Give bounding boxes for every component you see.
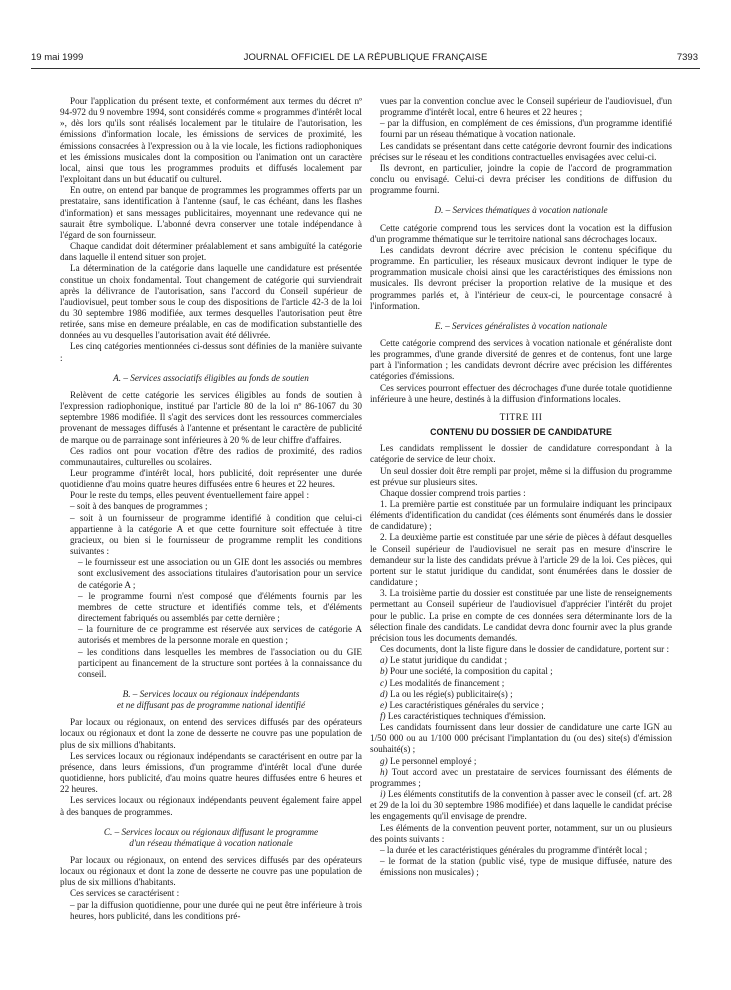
sub-list-item: – les conditions dans lesquelles les membres de l'association ou du GIE participent au financement de la structure sont portées à la connaissance du conseil. (78, 646, 362, 679)
lettered-item (370, 678, 672, 689)
item-letter: b) (380, 666, 388, 677)
issue-date: 19 mai 1999 (31, 52, 84, 63)
paragraph: 2. La deuxième partie est constituée par une série de pièces à défaut desquelles le Conseil supérieur de l'audiovisuel ne serait pas en mesure d'inscrire le demandeur sur la liste des candidats prévue à l'article 29 de la loi. Ces pièces, qui portent sur le statut juridique du candidat, sont énumérées dans le dossier de candidature ; (370, 532, 672, 588)
item-letter: c) (380, 677, 388, 688)
item-letter: i) (380, 789, 386, 800)
item-text: Le personnel employé ; (389, 755, 477, 766)
lettered-item (370, 700, 672, 711)
paragraph: Les candidats fournissent dans leur dossier de candidature une carte IGN au 1/50 000 ou au 1/100 000 précisant l'implantation du (ou des) site(s) d'émission souhaité(s) ; (370, 722, 672, 755)
item-text: Les caractéristiques techniques d'émission. (387, 710, 546, 721)
paragraph: Les candidats remplissent le dossier de candidature correspondant à la catégorie de service de leur choix. (370, 443, 672, 465)
paragraph: En outre, on entend par banque de programmes les programmes offerts par un prestataire, sans identification à l'antenne (sauf, le cas échéant, dans les flashes d'information) et sans messages publicitaires, moyennant une redevance qui ne saurait être symbolique. L'abonné devra conserver une totale indépendance à l'égard de son fournisseur. (60, 185, 362, 240)
lettered-item (370, 767, 672, 789)
lettered-item (370, 756, 672, 767)
lettered-item (370, 655, 672, 666)
paragraph: Par locaux ou régionaux, on entend des services diffusés par des opérateurs locaux ou régionaux et dont la zone de desserte ne couvre pas une population de plus de six millions d'habitants. (60, 717, 362, 750)
list-item: – la durée et les caractéristiques générales du programme d'intérêt local ; (380, 844, 648, 855)
paragraph: Pour l'application du présent texte, et conformément aux termes du décret nº 94-972 du 9 novembre 1994, sont considérés comme « programmes d'intérêt local », dès lors qu'ils sont réalisés localement par le titulaire de l'autorisation, les émissions d'information locale, les émissions de services de proximité, les émissions consacrées à l'expression ou à la vie locale, les fictions radiophoniques et les émissions musicales dont la composition ou l'animation ont un caractère local, ainsi que tous les programmes produits et diffusés localement par l'exploitant dans un but éducatif ou culturel. (60, 96, 362, 185)
item-text: Le statut juridique du candidat ; (389, 655, 508, 666)
paragraph: Chaque dossier comprend trois parties : (380, 487, 526, 498)
paragraph: Les éléments de la convention peuvent porter, notamment, sur un ou plusieurs des points suivants : (370, 822, 672, 844)
paragraph: Les candidats se présentant dans cette catégorie devront fournir des indications précises sur le réseau et les conditions contractuelles envisagées avec celui-ci. (370, 140, 672, 162)
sub-list-item: – le programme fourni n'est composé que d'éléments fournis par les membres de cette structure et identifiés comme tels, et d'éléments directement fabriqués ou assemblés par cette dernière ; (78, 590, 362, 624)
page-header (0, 52, 731, 66)
paragraph: La détermination de la catégorie dans laquelle une candidature est présentée constitue un choix fondamental. Tout changement de catégorie qui surviendrait après la délivrance de l'autorisation, sans l'accord du Conseil supérieur de l'audiovisuel, peut tomber sous le coup des dispositions de l'article 42-3 de la loi du 30 septembre 1986 modifiée, aux termes desquelles l'autorisation peut être retirée, sans mise en demeure préalable, en cas de modification substantielle des données au vu desquelles l'autorisation avait été délivrée. (60, 263, 362, 341)
paragraph: Les services locaux ou régionaux indépendants se caractérisent en outre par la présence, dans leurs émissions, d'un programme d'intérêt local d'une durée quotidienne, hors publicité, d'au moins quatre heures diffusées entre 6 heures et 22 heures. (60, 750, 362, 795)
section-heading-line: B. – Services locaux ou régionaux indépendants (122, 688, 300, 699)
paragraph: Les services locaux ou régionaux indépendants peuvent également faire appel à des banques de programmes. (60, 795, 362, 817)
paragraph: Leur programme d'intérêt local, hors publicité, doit représenter une durée quotidienne d'au moins quatre heures diffusées entre 6 heures et 22 heures. (60, 468, 362, 490)
item-letter: h) (380, 766, 388, 777)
section-heading-d: D. – Services thématiques à vocation nationale (434, 205, 608, 216)
sub-list-item: – le fournisseur est une association ou un GIE dont les associés ou membres sont exclusivement des associations titulaires d'autorisation pour un service de catégorie A ; (78, 557, 362, 590)
item-text: Les éléments constitutifs de la convention à passer avec le conseil (cf. art. 28 et 29 de la loi du 30 septembre 1986 modifiée) et dans laquelle le candidat précise les engagements qu'il envisage de prendre. (370, 789, 672, 822)
paragraph: Ces radios ont pour vocation d'être des radios de proximité, des radios communautaires, culturelles ou scolaires. (60, 445, 362, 467)
item-text: Les modalités de financement ; (389, 677, 505, 688)
paragraph: Ces documents, dont la liste figure dans le dossier de candidature, portent sur : (380, 644, 670, 655)
item-text: La ou les régie(s) publicitaire(s) ; (389, 688, 513, 699)
list-item: – par la diffusion quotidienne, pour une durée qui ne peut être inférieure à trois heures, hors publicité, dans les conditions pré- (70, 899, 362, 921)
item-letter: e) (380, 699, 388, 710)
section-heading-line: d'un réseau thématique à vocation nationale (129, 837, 293, 848)
list-item: – soit à des banques de programmes ; (70, 501, 208, 512)
paragraph: Les candidats devront décrire avec précision le contenu spécifique du programme. En particulier, les réseaux musicaux devront indiquer le type de programmation musicale choisi ainsi que les caractéristiques des émissions non musicales. Ils devront préciser la proportion relative de la musique et des programmes parlés et, à l'intérieur de ceux-ci, le pourcentage consacré à l'information. (370, 244, 672, 311)
lettered-item (370, 689, 672, 700)
journal-title: JOURNAL OFFICIEL DE LA RÉPUBLIQUE FRANÇAISE (243, 52, 488, 63)
item-letter: f) (380, 710, 386, 721)
lettered-item (370, 711, 672, 722)
list-item: – le format de la station (public visé, type de musique diffusée, nature des émissions non musicales) ; (380, 856, 672, 878)
paragraph: Cette catégorie comprend tous les services dont la vocation est la diffusion d'un programme thématique sur le territoire national sans décrochages locaux. (370, 222, 672, 244)
lettered-item (370, 666, 672, 677)
item-text: Les caractéristiques générales du service ; (389, 699, 544, 710)
list-item-continued: vues par la convention conclue avec le Conseil supérieur de l'audiovisuel, d'un programme d'intérêt local, entre 6 heures et 22 heures ; (380, 96, 672, 118)
paragraph: Relèvent de cette catégorie les services éligibles au fonds de soutien à l'expression radiophonique, institué par l'article 80 de la loi nº 86-1067 du 30 septembre 1986 modifiée. Il s'agit des services dont les ressources commerciales provenant de messages diffusés à l'antenne et présentant le caractère de publicité de marque ou de parrainage sont inférieures à 20 % de leur chiffre d'affaires. (60, 389, 362, 445)
left-column (60, 96, 362, 922)
lettered-item (370, 789, 672, 822)
item-letter: a) (380, 655, 388, 666)
section-heading-line: et ne diffusant pas de programme national identifié (116, 700, 306, 711)
section-heading-a: A. – Services associatifs éligibles au fonds de soutien (113, 372, 309, 383)
paragraph: Chaque candidat doit déterminer préalablement et sans ambiguïté la catégorie dans laquelle il entend situer son projet. (60, 241, 362, 263)
paragraph: Ils devront, en particulier, joindre la copie de l'accord de programmation conclu ou envisagé. Celui-ci devra préciser les conditions de diffusion du programme fourni. (370, 162, 672, 196)
sub-list-item: – la fourniture de ce programme est réservée aux services de catégorie A autorisés et membres de la personne morale en question ; (78, 624, 362, 646)
paragraph: Un seul dossier doit être rempli par projet, même si la diffusion du programme est prévue sur plusieurs sites. (370, 465, 672, 487)
list-item: – soit à un fournisseur de programme identifié à condition que celui-ci appartienne à la catégorie A et que cette fourniture soit effectuée à titre gracieux, ou bien si le fournisseur de programme remplit les conditions suivantes : (70, 512, 362, 557)
item-letter: d) (380, 688, 388, 699)
paragraph: Les cinq catégories mentionnées ci-dessus sont définies de la manière suivante : (60, 341, 362, 363)
title-subheading: CONTENU DU DOSSIER DE CANDIDATURE (430, 427, 612, 438)
paragraph: 3. La troisième partie du dossier est constituée par une liste de renseignements permettant au Conseil supérieur de l'audiovisuel d'apprécier l'intérêt du projet pour le public. La prise en compte de ces données sera déterminante lors de la sélection finale des candidats. Le candidat devra donc fournir avec la plus grande précision tous les documents demandés. (370, 588, 672, 643)
section-heading-c (60, 827, 362, 849)
item-text: Tout accord avec un prestataire de services fournissant des éléments de programmes ; (370, 766, 673, 788)
page-number: 7393 (676, 52, 698, 63)
paragraph: Cette catégorie comprend des services à vocation nationale et généraliste dont les programmes, d'une grande diversité de genres et de contenus, font une large part à l'information ; les candidats devront décrire avec précision les différentes catégories d'émissions. (370, 337, 672, 382)
paragraph: Par locaux ou régionaux, on entend des services diffusés par des opérateurs locaux ou régionaux et dont la zone de desserte ne couvre pas une population de plus de six millions d'habitants. (60, 855, 362, 888)
list-item: – par la diffusion, en complément de ces émissions, d'un programme identifié fourni par un réseau thématique à vocation nationale. (380, 118, 672, 140)
item-text: Pour une société, la composition du capital ; (389, 666, 553, 677)
item-letter: g) (380, 755, 388, 766)
title-heading: TITRE III (499, 412, 543, 423)
paragraph: Ces services pourront effectuer des décrochages d'une durée totale quotidienne inférieure à une heure, destinés à la diffusion d'informations locales. (370, 382, 672, 404)
header-rule (31, 68, 700, 69)
section-heading-line: C. – Services locaux ou régionaux diffusant le programme (103, 826, 319, 837)
section-heading-b (60, 689, 362, 711)
paragraph: Ces services se caractérisent : (70, 888, 180, 899)
paragraph: Pour le reste du temps, elles peuvent éventuellement faire appel : (70, 490, 310, 501)
paragraph: 1. La première partie est constituée par un formulaire indiquant les principaux éléments d'identification du candidat (ces éléments sont énumérés dans le dossier de candidature) ; (370, 499, 672, 532)
right-column (370, 96, 672, 878)
section-heading-e: E. – Services généralistes à vocation nationale (434, 320, 608, 331)
